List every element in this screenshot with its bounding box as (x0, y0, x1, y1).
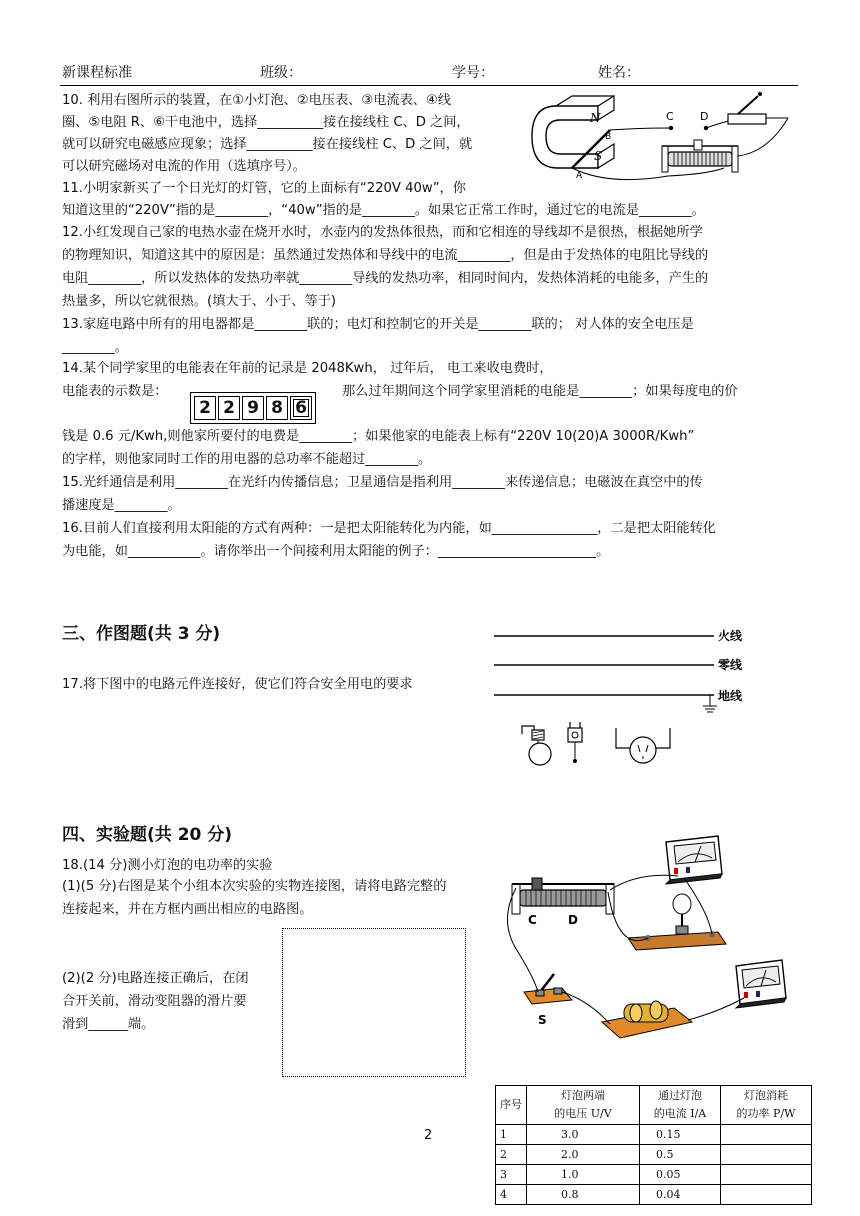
terminal-d-label: D (700, 110, 709, 123)
q14-line-2: 电能表的示数是： (62, 384, 168, 399)
meter-digit: 8 (266, 396, 288, 420)
q12-line-3: 电阻________，所以发热体的发热功率就________导线的发热功率，相同时间内，发热体消耗的电能多，产生的 (62, 271, 709, 286)
knife-switch-icon (524, 974, 572, 1004)
q12-line-4: 热量多，所以它就很热。(填大于、小于、等于) (62, 294, 337, 309)
q14-line-2b: 那么过年期间这个同学家里消耗的电能是________；如果每度电的价 (342, 384, 738, 399)
q18-1-line-1: (1)(5 分)右图是某个小组本次实验的实物连接图，请将电路完整的 (62, 879, 447, 894)
point-b-label: B (605, 132, 612, 142)
q10-line-4: 可以研究磁场对电流的作用（选填序号）。 (62, 159, 306, 174)
q18-1-line-2: 连接起来，并在方框内画出相应的电路图。 (62, 902, 313, 917)
table-cell[interactable] (721, 1145, 812, 1165)
q15-line-2: 播速度是________。 (62, 498, 181, 513)
q18-2-line-3: 滑到______端。 (62, 1017, 155, 1032)
table-row (496, 1185, 812, 1205)
q18-2-line-2: 合开关前，滑动变阻器的滑片要 (62, 994, 247, 1009)
table-cell: 3.0 (527, 1125, 640, 1145)
table-row (496, 1145, 812, 1165)
table-header-cell: 通过灯泡 的电流 I/A (640, 1086, 721, 1125)
table-header-cell: 序号 (496, 1086, 527, 1125)
table-cell[interactable] (721, 1125, 812, 1145)
q13-line-2: ________。 (62, 340, 128, 355)
q12-line-1: 12.小红发现自己家的电热水壶在烧开水时，水壶内的发热体很热，而和它相连的导线却不是很热，根据她所学 (62, 225, 703, 240)
battery-icon (602, 1001, 692, 1038)
table-header-cell: 灯泡消耗 的功率 P/W (721, 1086, 812, 1125)
terminal-c-label: C (666, 110, 674, 123)
experiment-apparatus-figure (498, 832, 798, 1076)
wall-switch-icon (568, 722, 582, 763)
table-cell: 0.8 (527, 1185, 640, 1205)
energy-meter-display (190, 392, 316, 424)
q18-title: 18.(14 分)测小灯泡的电功率的实验 (62, 858, 273, 873)
table-header-cell: 灯泡两端 的电压 U/V (527, 1086, 640, 1125)
q10-line-1: 10. 利用右图所示的装置，在①小灯泡、②电压表、③电流表、④线 (62, 93, 451, 108)
header-name-label: 姓名： (598, 65, 640, 81)
live-wire-label: 火线 (718, 629, 743, 643)
q11-line-2: 知道这里的“220V”指的是________，“40w”指的是________。如果它正常工作时，通过它的电流是________。 (62, 203, 705, 218)
magnet-apparatus-figure (528, 92, 800, 188)
meter-digit: 2 (218, 396, 240, 420)
header-rule (60, 85, 798, 86)
table-row (496, 1125, 812, 1145)
u-magnet-icon (532, 106, 598, 168)
table-cell: 3 (496, 1165, 527, 1185)
socket-icon (616, 728, 670, 763)
table-cell: 2.0 (527, 1145, 640, 1165)
table-cell: 1 (496, 1125, 527, 1145)
header-course: 新课程标准 (62, 65, 132, 81)
q18-2-line-1: (2)(2 分)电路连接正确后，在闭 (62, 971, 249, 986)
q15-line-1: 15.光纤通信是利用________在光纤内传播信息；卫星通信是指利用________来传递信息；电磁波在真空中的传 (62, 475, 703, 490)
voltmeter-icon (666, 836, 722, 884)
table-row (496, 1165, 812, 1185)
q16-line-1: 16.目前人们直接利用太阳能的方式有两种：一是把太阳能转化为内能，如________________，二是把太阳能转化 (62, 521, 716, 536)
rheostat-icon (668, 152, 732, 166)
q13-line-1: 13.家庭电路中所有的用电器都是________联的；电灯和控制它的开关是________联的； 对人体的安全电压是 (62, 317, 694, 332)
section-4-title: 四、实验题(共 20 分) (62, 825, 233, 845)
circuit-diagram-answer-box[interactable] (282, 928, 466, 1077)
header-class-label: 班级： (260, 65, 302, 81)
q12-line-2: 的物理知识，知道这其中的原因是：虽然通过发热体和导线中的电流________，但是由于发热体的电阻比导线的 (62, 248, 709, 263)
q14-line-3: 钱是 0.6 元/Kwh,则他家所要付的电费是________；如果他家的电能表上标有“220V 10(20)A 3000R/Kwh” (62, 429, 695, 444)
rheostat-terminal-c: C (528, 913, 537, 927)
pole-n-label: N (590, 111, 601, 125)
data-table (495, 1085, 812, 1205)
q11-line-1: 11.小明家新买了一个日光灯的灯管，它的上面标有“220V 40w”，你 (62, 181, 466, 196)
pole-s-label: S (594, 149, 603, 163)
q10-line-3: 就可以研究电磁感应现象；选择__________接在接线柱 C、D 之间，就 (62, 137, 473, 152)
page-number: 2 (424, 1128, 433, 1143)
table-cell: 0.04 (640, 1185, 721, 1205)
point-a-label: A (576, 171, 583, 181)
table-cell: 4 (496, 1185, 527, 1205)
table-cell: 0.5 (640, 1145, 721, 1165)
lamp-board-icon (628, 894, 726, 950)
switch-icon (728, 114, 766, 124)
ammeter-icon (736, 960, 786, 1008)
q14-line-4: 的字样，则他家同时工作的用电器的总功率不能超过________。 (62, 452, 432, 467)
lamp-icon (522, 726, 551, 765)
table-cell[interactable] (721, 1185, 812, 1205)
table-cell: 0.05 (640, 1165, 721, 1185)
slide-rheostat-icon (512, 878, 614, 914)
table-cell: 2 (496, 1145, 527, 1165)
meter-digit: 9 (242, 396, 264, 420)
ground-wire-label: 地线 (718, 689, 743, 703)
section-3-title: 三、作图题(共 3 分) (62, 624, 221, 644)
neutral-wire-label: 零线 (718, 658, 743, 672)
table-cell: 0.15 (640, 1125, 721, 1145)
q14-line-1: 14.某个同学家里的电能表在年前的记录是 2048Kwh， 过年后， 电工来收电费时， (62, 361, 553, 376)
q17-text: 17.将下图中的电路元件连接好，使它们符合安全用电的要求 (62, 677, 413, 692)
household-circuit-figure (488, 624, 760, 772)
q16-line-2: 为电能，如___________。请你举出一个间接利用太阳能的例子：________________________。 (62, 544, 610, 559)
meter-digit-decimal: 6 (290, 396, 312, 420)
table-cell[interactable] (721, 1165, 812, 1185)
header-id-label: 学号： (452, 65, 494, 81)
rheostat-terminal-d: D (568, 913, 578, 927)
switch-label: S (538, 1013, 547, 1027)
table-cell: 1.0 (527, 1165, 640, 1185)
meter-digit: 2 (194, 396, 216, 420)
q10-line-2: 圈、⑤电阻 R、⑥干电池中，选择__________接在接线柱 C、D 之间， (62, 115, 470, 130)
